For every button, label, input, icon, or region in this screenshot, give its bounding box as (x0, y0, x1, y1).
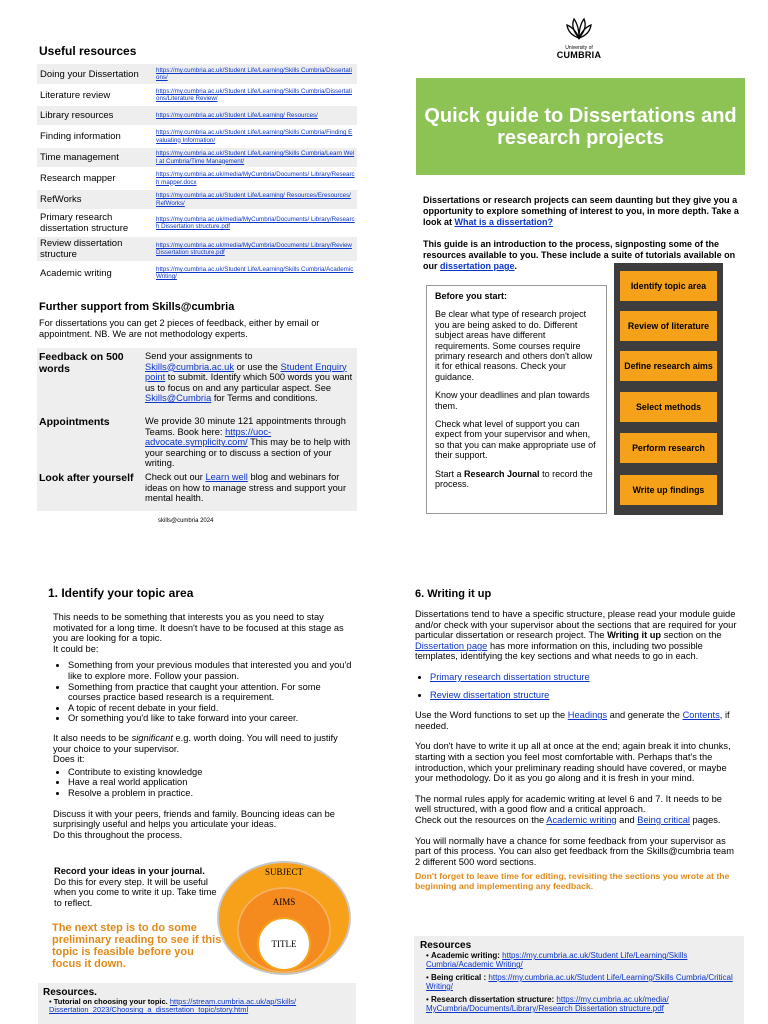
resource-link[interactable]: https://my.cumbria.ac.uk/Student Life/Learning/ Resources/ (156, 111, 318, 119)
paragraph: Discuss it with your peers, friends and family. Bouncing ideas can be surprisingly useful and helps you articulate your ideas. (53, 808, 335, 830)
resource-link[interactable]: https://my.cumbria.ac.uk/Student Life/Learning/Skills Cumbria/Learn Well at Cumbria/Time Management/ (156, 150, 355, 165)
email-link[interactable]: Skills@cumbria.ac.uk (145, 361, 235, 372)
before-paragraph: Know your deadlines and plan towards them. (435, 390, 590, 411)
resource-link[interactable]: https://my.cumbria.ac.uk/Student Life/Learning/Skills Cumbria/Dissertations/ (156, 66, 352, 81)
intro-paragraph-2: This guide is an introduction to the process, signposting some of the resources available to you. These include a suite of tutorials available on our dissertation page. (423, 239, 736, 271)
further-support-text: For dissertations you can get 2 pieces of feedback, either by email or appointment. NB. We are not methodology experts. (39, 318, 320, 339)
before-paragraph: Be clear what type of research project you are being asked to do. Different subject areas have different requirements. Some courses require primary research and others don't allow it for ethical reasons. Check your guidance. (435, 309, 593, 382)
list-item: • A topic of recent debate in your field. (68, 703, 353, 714)
useful-resources-title: Useful resources (39, 44, 137, 58)
appointments-label: Appointments (39, 416, 110, 428)
resource-item: • Being critical : https://my.cumbria.ac.uk/Student Life/Learning/Skills Cumbria/Critical Writing/ (426, 973, 733, 991)
learn-well-link[interactable]: Learn well (205, 472, 248, 482)
student-enquiry-link[interactable]: Student Enquiry point (145, 361, 347, 383)
university-logo (554, 16, 604, 64)
resource-item: • Academic writing: https://my.cumbria.ac.uk/Student Life/Learning/Skills Cumbria/Academic Writing/ (426, 951, 688, 969)
step-identify-topic: Identify topic area (620, 271, 717, 301)
section-1-body (53, 612, 353, 840)
step-select-methods: Select methods (620, 392, 717, 422)
resource-link[interactable]: https://my.cumbria.ac.uk/Student Life/Learning/Skills Cumbria/Dissertations/Literature Review/ (156, 87, 352, 102)
list-item (430, 690, 737, 701)
resource-row (37, 211, 357, 237)
contents-link[interactable]: Contents (682, 710, 720, 721)
resources-title: Resources (420, 940, 472, 951)
step-define-aims: Define research aims (620, 351, 717, 381)
banner-title: Quick guide to Dissertations and research projects (416, 78, 745, 175)
resource-item: • Research dissertation structure: https://my.cumbria.ac.uk/media/ MyCumbria/Documents/Library/Research Dissertation structure.pdf (426, 995, 669, 1013)
intro-paragraph-1: Dissertations or research projects can seem daunting but they give you a opportunity to explore something of interest to you, in more depth. Take a look at What is a dissertation? (423, 195, 739, 227)
topic-list (68, 660, 353, 724)
feedback-row (37, 351, 357, 404)
look-after-label: Look after yourself (39, 472, 134, 484)
look-after-row (37, 472, 357, 504)
section-1-title: 1. Identify your topic area (48, 586, 194, 600)
dissertation-page-link[interactable]: Dissertation page (415, 640, 488, 651)
resource-row (37, 64, 357, 86)
support-box (37, 348, 357, 511)
resource-label: Library resources (40, 110, 114, 121)
flower-icon (564, 16, 594, 40)
appointments-row (37, 416, 357, 469)
step-perform-research: Perform research (620, 433, 717, 463)
feedback-label: Feedback on 500 words (39, 351, 124, 375)
skills-cumbria-link[interactable]: Skills@Cumbria (145, 393, 212, 404)
resource-link[interactable]: https://my.cumbria.ac.uk/media/MyCumbria/Documents/ Library/Research mapper.docx (156, 171, 355, 186)
resource-row (37, 263, 357, 285)
subject-aims-title-diagram (214, 858, 354, 978)
review-structure-link[interactable]: Review dissertation structure (430, 689, 550, 700)
resource-label: Review dissertation structure (40, 238, 123, 260)
before-title: Before you start: (435, 291, 508, 301)
what-is-dissertation-link[interactable]: What is a dissertation? (454, 217, 554, 227)
paragraph: Do this throughout the process. (53, 829, 183, 840)
list-item: • Something from practice that caught your attention. For some courses practice based research is a requirement. (68, 682, 353, 703)
record-ideas-text: Record your ideas in your journal. Do this for every step. It will be useful when you come to write it up. Take time to reflect. (54, 866, 217, 908)
section-6-title: 6. Writing it up (415, 588, 492, 600)
dissertation-page-link[interactable]: dissertation page (440, 261, 515, 271)
primary-structure-link[interactable]: Primary research dissertation structure (430, 671, 590, 682)
resource-link[interactable]: https://my.cumbria.ac.uk/Student Life/Learning/ Resources/Eresources/RefWorks/ (156, 192, 351, 207)
list-item: • Contribute to existing knowledge (68, 767, 353, 778)
section-6-body (415, 609, 737, 901)
resource-label: Research mapper (40, 173, 116, 184)
list-item: • Something from your previous modules that interested you and you'd like to explore more. Follow your passion. (68, 660, 353, 681)
ring-label-subject: SUBJECT (264, 867, 304, 877)
resource-link[interactable]: https://my.cumbria.ac.uk/media/MyCumbria/Documents/ Library/Research Dissertation structure.pdf (156, 215, 355, 230)
step-review-literature: Review of literature (620, 311, 717, 341)
resource-link[interactable]: https://my.cumbria.ac.uk/media/MyCumbria/Documents/ Library/Review Dissertation structure.pdf (156, 241, 352, 256)
structure-links (430, 672, 737, 700)
paragraph: Use the Word functions to set up the Headings and generate the Contents, if needed. (415, 710, 730, 731)
resource-row (37, 237, 357, 263)
booking-link[interactable]: https://uoc-advocate.symplicity.com/ (145, 426, 272, 448)
resource-row (37, 190, 357, 211)
look-after-text: Check out our Learn well blog and webinars for ideas on how to manage stress and support your mental health. (145, 472, 347, 504)
resource-label: Finding information (40, 131, 121, 142)
before-paragraph: Check what level of support you can expect from your supervisor and when, so that you can make appropriate use of their support. (435, 419, 596, 461)
tutorial-link[interactable]: https://stream.cumbria.ac.uk/ap/Skills/ Dissertation_2023/Choosing_a_dissertation_topic/story.html (49, 997, 297, 1015)
paragraph: The normal rules apply for academic writing at level 6 and 7. It needs to be well structured, with a good flow and a critical approach. Check out the resources on the Academic writing and Being critical pages. (415, 793, 722, 825)
resource-label: Primary research dissertation structure (40, 212, 129, 234)
paragraph: It could be: (53, 643, 99, 654)
resource-row (37, 127, 357, 148)
logo-subtitle: University of (565, 45, 593, 51)
resources-title: Resources. (43, 987, 97, 998)
list-item: • Or something you'd like to take forward into your career. (68, 713, 353, 724)
resource-row (37, 148, 357, 169)
list-item (430, 672, 737, 683)
resource-link[interactable]: https://my.cumbria.ac.uk/media/ MyCumbria/Documents/Library/Research Dissertation structure.pdf (426, 995, 669, 1013)
next-step-callout: The next step is to do some preliminary reading to see if this topic is feasible before you focus it down. (52, 922, 222, 970)
ring-label-aims: AIMS (272, 897, 296, 907)
paragraph: It also needs to be significant e.g. worth doing. You will need to justify your choice to your supervisor. (53, 732, 338, 754)
resource-label: Doing your Dissertation (40, 68, 139, 80)
step-write-up: Write up findings (620, 475, 717, 505)
headings-link[interactable]: Headings (567, 710, 608, 721)
further-support-title: Further support from Skills@cumbria (39, 301, 235, 313)
footer-text: skills@cumbria 2024 (158, 518, 214, 524)
process-steps-panel (614, 263, 723, 515)
paragraph: You don't have to write it up all at once at the end; again break it into chunks, starting with a section you feel most comfortable with. Perhaps that's the introduction, which your preliminary reading should have covered, or maybe your methodology. Do it as you go along and it is fresh in your mind. (415, 741, 731, 784)
ring-label-title: TITLE (271, 939, 297, 949)
before-you-start-box (426, 285, 607, 514)
list-item: • Resolve a problem in practice. (68, 788, 353, 799)
resource-label: RefWorks (40, 194, 82, 205)
section-1-resources (38, 983, 356, 1024)
resource-row (37, 169, 357, 190)
resource-link[interactable]: https://my.cumbria.ac.uk/Student Life/Learning/Skills Cumbria/Finding Evaluating Information/ (156, 129, 353, 144)
resource-item: • Tutorial on choosing your topic. https://stream.cumbria.ac.uk/ap/Skills/ Dissertation_2023/Choosing_a_dissertation_topic/story.html (49, 997, 297, 1015)
appointments-text: We provide 30 minute 121 appointments through Teams. Book here: https://uoc-advocate.symplicity.com/ This may be to help with your searching or to discuss a section of your writing. (145, 416, 351, 469)
resource-link[interactable]: https://my.cumbria.ac.uk/Student Life/Learning/Skills Cumbria/Academic Writing/ (426, 951, 688, 969)
paragraph: This needs to be something that interests you as you need to stay motivated for a long time. It doesn't have to be focused at this stage as you are looking for a topic. (53, 612, 344, 644)
paragraph: You will normally have a chance for some feedback from your supervisor as part of this process. You can also get feedback from the Skills@cumbria team 2 different 500 word sections. (415, 835, 734, 867)
resources-table (37, 64, 357, 285)
academic-writing-link[interactable]: Academic writing (546, 814, 617, 825)
paragraph: Does it: (53, 754, 85, 765)
significance-list (68, 767, 353, 799)
resource-label: Literature review (40, 89, 111, 101)
resource-row (37, 106, 357, 127)
resource-label: Academic writing (40, 267, 112, 279)
being-critical-link[interactable]: Being critical (637, 814, 690, 825)
resource-link[interactable]: https://my.cumbria.ac.uk/Student Life/Learning/Skills Cumbria/Critical Writing/ (426, 973, 733, 991)
paragraph: Dissertations tend to have a specific structure, please read your module guide and/or check with your supervisor about the sections that are required for your particular dissertation or research project. The Writing it up section on the Dissertation page has more information on this, including two possible templates, identifying the key sections and what needs to go in each. (415, 609, 737, 662)
resource-label: Time management (40, 152, 119, 163)
resource-link[interactable]: https://my.cumbria.ac.uk/Student Life/Learning/Skills Cumbria/Academic Writing/ (156, 265, 354, 280)
before-paragraph: Start a Research Journal to record the process. (435, 468, 593, 490)
logo-wordmark: CUMBRIA (556, 50, 602, 60)
feedback-text: Send your assignments to Skills@cumbria.ac.uk or use the Student Enquiry point to submit. Identify which 500 words you want us to focus on and any particular aspect. See Skills@Cumbria for Terms and conditions. (145, 351, 353, 404)
resource-row (37, 86, 357, 106)
section-6-resources (414, 936, 744, 1024)
list-item: • Have a real world application (68, 777, 353, 788)
editing-note: Don't forget to leave time for editing, revisiting the sections you wrote at the beginning and implementing any feedback. (415, 871, 730, 892)
